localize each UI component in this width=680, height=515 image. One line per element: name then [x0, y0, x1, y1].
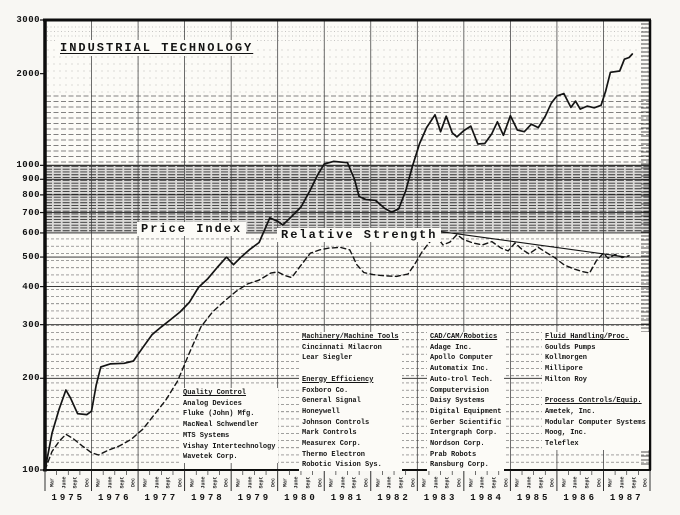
month-label: Mar — [49, 478, 56, 488]
year-label: 1982 — [377, 493, 411, 503]
month-label: Mar — [142, 478, 149, 488]
month-label: June — [340, 476, 347, 489]
month-label: Mar — [328, 478, 335, 488]
month-label: Sept — [351, 476, 358, 489]
month-label: June — [572, 476, 579, 489]
year-label: 1986 — [563, 493, 597, 503]
month-label: Mar — [421, 478, 428, 488]
y-tick-label: 200 — [22, 373, 40, 384]
y-tick-label: 900 — [22, 174, 40, 185]
year-label: 1984 — [470, 493, 504, 503]
legend-item: Wavetek Corp. — [183, 453, 238, 462]
legend-item: Kollmorgen — [545, 354, 588, 363]
legend-group — [183, 388, 275, 463]
month-label: Dec — [456, 478, 463, 488]
month-label: Sept — [165, 476, 172, 489]
legend-group-header: CAD/CAM/Robotics — [430, 333, 498, 341]
legend-item: Vishay Intertechnology — [183, 442, 276, 451]
month-label: Dec — [84, 478, 91, 488]
month-label: Mar — [514, 478, 521, 488]
y-tick-label: 400 — [22, 281, 40, 292]
legend-item: Analog Devices — [183, 399, 242, 408]
y-tick-label: 3000 — [16, 15, 40, 25]
year-label: 1983 — [423, 493, 458, 503]
month-label: Mar — [561, 478, 568, 488]
legend-column-fluid-process — [542, 332, 649, 450]
month-label: June — [247, 476, 254, 489]
legend-item: Nordson Corp. — [430, 440, 485, 449]
year-label: 1981 — [330, 493, 365, 503]
y-tick-label: 700 — [22, 207, 40, 218]
legend-item: Apollo Computer — [430, 354, 494, 363]
y-tick-label: 100 — [22, 465, 40, 475]
legend-group — [302, 332, 399, 364]
month-label: Dec — [317, 478, 323, 488]
month-label: Dec — [177, 478, 184, 488]
legend-item: Millipore — [545, 365, 583, 374]
month-label: Sept — [72, 476, 79, 489]
legend-item: Robotic Vision Sys. — [302, 461, 382, 470]
month-label: Sept — [444, 476, 451, 489]
month-label: Mar — [235, 478, 242, 488]
month-label: June — [479, 476, 486, 489]
month-label: Dec — [270, 478, 277, 488]
legend-item: Fluke (John) Mfg. — [183, 410, 255, 419]
year-label: 1978 — [191, 493, 225, 503]
year-label: 1976 — [97, 493, 132, 503]
legend-item: Measurex Corp. — [302, 440, 361, 449]
legend-group-header: Machinery/Machine Tools — [302, 333, 399, 341]
legend-item: Goulds Pumps — [545, 343, 596, 352]
month-label: June — [61, 476, 68, 489]
month-label: Dec — [642, 478, 649, 488]
legend-item: Automatix Inc. — [430, 365, 489, 374]
legend-item: Digital Equipment — [430, 407, 502, 416]
legend-item: Honeywell — [302, 407, 340, 416]
legend-group-header: Process Controls/Equip. — [545, 397, 642, 406]
legend-column-quality-control — [180, 388, 278, 463]
legend-item: Ametek, Inc. — [545, 407, 596, 416]
month-label: Sept — [212, 476, 219, 489]
legend-item: MTS Systems — [183, 431, 230, 440]
legend-item: Daisy Systems — [430, 397, 485, 406]
legend-group-header: Quality Control — [183, 389, 247, 397]
month-label: Dec — [410, 478, 417, 488]
legend-item: Prab Robots — [430, 450, 477, 459]
year-label: 1977 — [144, 493, 179, 503]
month-label: Sept — [119, 476, 126, 489]
price-index-label: Price Index — [137, 222, 246, 236]
legend-group — [545, 396, 646, 450]
year-label: 1985 — [516, 493, 551, 503]
legend-item: Foxboro Co. — [302, 386, 349, 395]
month-label: June — [107, 476, 114, 489]
legend-item: Lear Siegler — [302, 354, 353, 363]
y-tick-label: 300 — [22, 319, 40, 330]
legend-group-header: Fluid Handling/Proc. — [545, 333, 630, 341]
month-label: Sept — [305, 476, 312, 489]
month-label: Mar — [189, 478, 196, 488]
legend-item: Milton Roy — [545, 375, 588, 384]
legend-item: Gerber Scientific — [430, 418, 502, 427]
legend-item: Mark Controls — [302, 429, 357, 438]
legend-item: Johnson Controls — [302, 418, 370, 427]
month-label: Sept — [631, 476, 638, 489]
month-label: Dec — [549, 478, 556, 488]
legend-group-header: Energy Efficiency — [302, 375, 374, 384]
legend-item: General Signal — [302, 397, 361, 406]
y-tick-label: 800 — [22, 189, 40, 200]
month-label: June — [200, 476, 207, 489]
month-label: Sept — [584, 476, 591, 489]
legend-item: Modular Computer Systems — [545, 418, 646, 427]
month-label: Sept — [491, 476, 498, 489]
month-label: June — [433, 476, 440, 489]
month-label: Mar — [95, 478, 102, 488]
month-label: Sept — [258, 476, 265, 489]
y-tick-label: 500 — [22, 252, 40, 263]
month-label: Dec — [503, 478, 510, 488]
y-tick-label: 2000 — [16, 68, 40, 79]
legend-item: Computervision — [430, 386, 489, 395]
month-label: June — [526, 476, 533, 489]
month-label: Sept — [538, 476, 545, 489]
month-label: Mar — [375, 478, 382, 488]
month-label: June — [386, 476, 393, 489]
month-label: June — [619, 476, 626, 489]
month-label: Dec — [596, 478, 603, 488]
legend-item: Intergraph Corp. — [430, 429, 498, 438]
legend-group — [430, 332, 501, 471]
legend-group — [302, 375, 399, 471]
chart-title: INDUSTRIAL TECHNOLOGY — [56, 40, 257, 56]
legend-item: Moog, Inc. — [545, 429, 588, 438]
month-label: Mar — [468, 478, 475, 488]
year-label: 1979 — [237, 493, 272, 503]
year-label: 1987 — [609, 493, 644, 503]
legend-group — [545, 332, 646, 386]
y-tick-label: 1000 — [16, 160, 40, 171]
legend-item: Ransburg Corp. — [430, 461, 489, 470]
legend-column-machinery-energy — [299, 332, 402, 471]
month-label: Dec — [223, 478, 230, 488]
y-tick-label: 600 — [22, 227, 40, 238]
relative-strength-label: Relative Strength — [277, 228, 441, 242]
legend-item: Teleflex — [545, 440, 579, 449]
month-label: June — [293, 476, 300, 489]
year-label: 1980 — [284, 493, 318, 503]
month-label: June — [154, 476, 161, 489]
month-label: Mar — [282, 478, 289, 488]
legend-item: Thermo Electron — [302, 450, 366, 459]
legend-item: Auto-trol Tech. — [430, 375, 494, 384]
legend-item: Cincinnati Milacron — [302, 343, 382, 352]
month-label: Dec — [130, 478, 137, 488]
legend-column-cad-cam-robotics — [427, 332, 504, 471]
legend-item: Adage Inc. — [430, 343, 473, 352]
legend-item: MacNeal Schwendler — [183, 421, 259, 430]
year-label: 1975 — [51, 493, 86, 503]
month-label: Dec — [363, 478, 370, 488]
month-label: Sept — [398, 476, 405, 489]
month-label: Mar — [607, 478, 614, 488]
